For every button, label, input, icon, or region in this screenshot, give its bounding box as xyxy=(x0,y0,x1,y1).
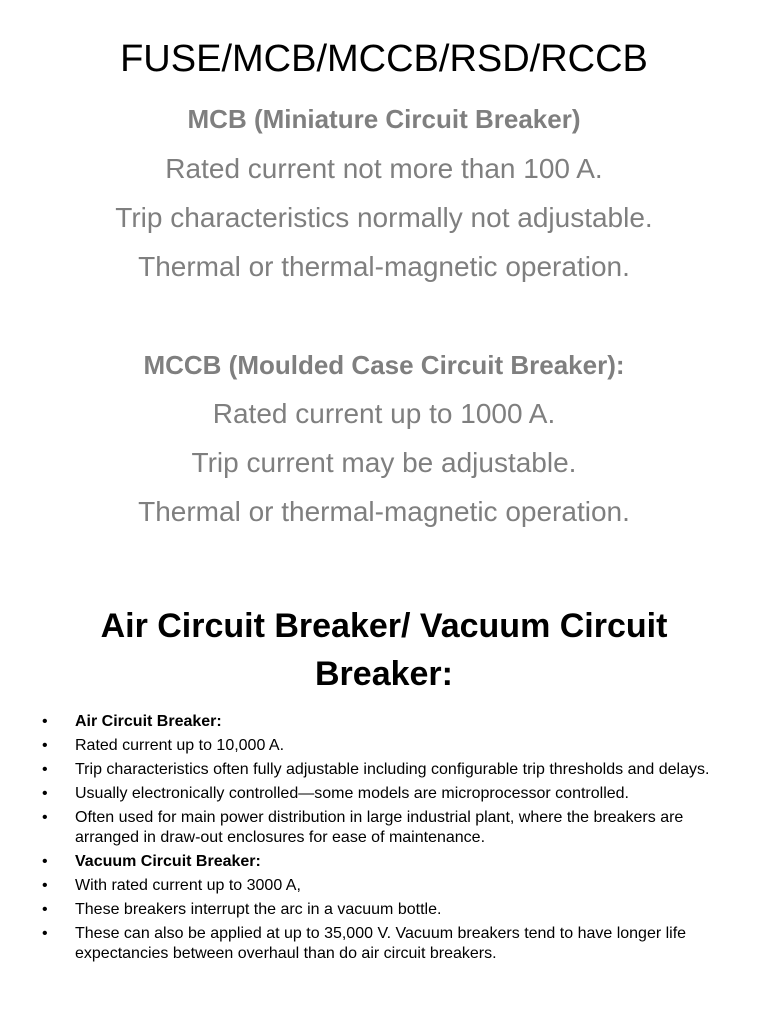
bullet-text: These can also be applied at up to 35,000 V. Vacuum breakers tend to have longer life expectancies between overhaul than do air circuit breakers. xyxy=(75,925,687,962)
bullet-icon: • xyxy=(42,901,48,918)
list-item xyxy=(42,712,732,732)
bullet-icon: • xyxy=(42,761,48,778)
mcb-line-trip-characteristics: Trip characteristics normally not adjustable. xyxy=(115,202,653,233)
bullet-icon: • xyxy=(42,785,48,802)
mccb-line-operation: Thermal or thermal-magnetic operation. xyxy=(138,496,630,527)
mccb-line-trip-current: Trip current may be adjustable. xyxy=(191,447,577,478)
list-item xyxy=(42,784,732,804)
bullet-icon: • xyxy=(42,877,48,894)
mccb-line-rated-current: Rated current up to 1000 A. xyxy=(212,398,556,429)
mcb-line-operation: Thermal or thermal-magnetic operation. xyxy=(138,251,630,282)
mcb-section xyxy=(0,104,768,300)
list-item xyxy=(42,876,732,896)
bullet-text: Air Circuit Breaker: xyxy=(75,713,222,730)
section-title: Air Circuit Breaker/ Vacuum Circuit Breaker: xyxy=(100,607,668,693)
bullet-text: Trip characteristics often fully adjustable including configurable trip thresholds and delays. xyxy=(75,761,710,778)
bullet-text: With rated current up to 3000 A, xyxy=(75,877,301,894)
bullet-text: Rated current up to 10,000 A. xyxy=(75,737,285,754)
bullet-icon: • xyxy=(42,737,48,754)
bullet-text: Usually electronically controlled—some models are microprocessor controlled. xyxy=(75,785,629,802)
mcb-heading: MCB (Miniature Circuit Breaker) xyxy=(187,104,581,134)
bullet-icon: • xyxy=(42,925,48,942)
list-item xyxy=(42,808,732,848)
bullet-text: Often used for main power distribution in large industrial plant, where the breakers are arranged in draw-out enclosures for ease of maintenance. xyxy=(75,809,684,846)
slide-acb-vcb xyxy=(0,580,768,1024)
mccb-section xyxy=(0,350,768,545)
list-item xyxy=(42,900,732,920)
slide-title: FUSE/MCB/MCCB/RSD/RCCB xyxy=(120,38,648,80)
list-item xyxy=(42,736,732,756)
bullet-text: Vacuum Circuit Breaker: xyxy=(75,853,261,870)
bullet-text: These breakers interrupt the arc in a vacuum bottle. xyxy=(75,901,442,918)
bullet-icon: • xyxy=(42,809,48,826)
list-item xyxy=(42,852,732,872)
mcb-line-rated-current: Rated current not more than 100 A. xyxy=(165,153,603,184)
list-item xyxy=(42,760,732,780)
bullet-list xyxy=(42,712,732,968)
list-item xyxy=(42,924,732,964)
bullet-icon: • xyxy=(42,713,48,730)
mccb-heading: MCCB (Moulded Case Circuit Breaker): xyxy=(143,350,625,380)
bullet-icon: • xyxy=(42,853,48,870)
